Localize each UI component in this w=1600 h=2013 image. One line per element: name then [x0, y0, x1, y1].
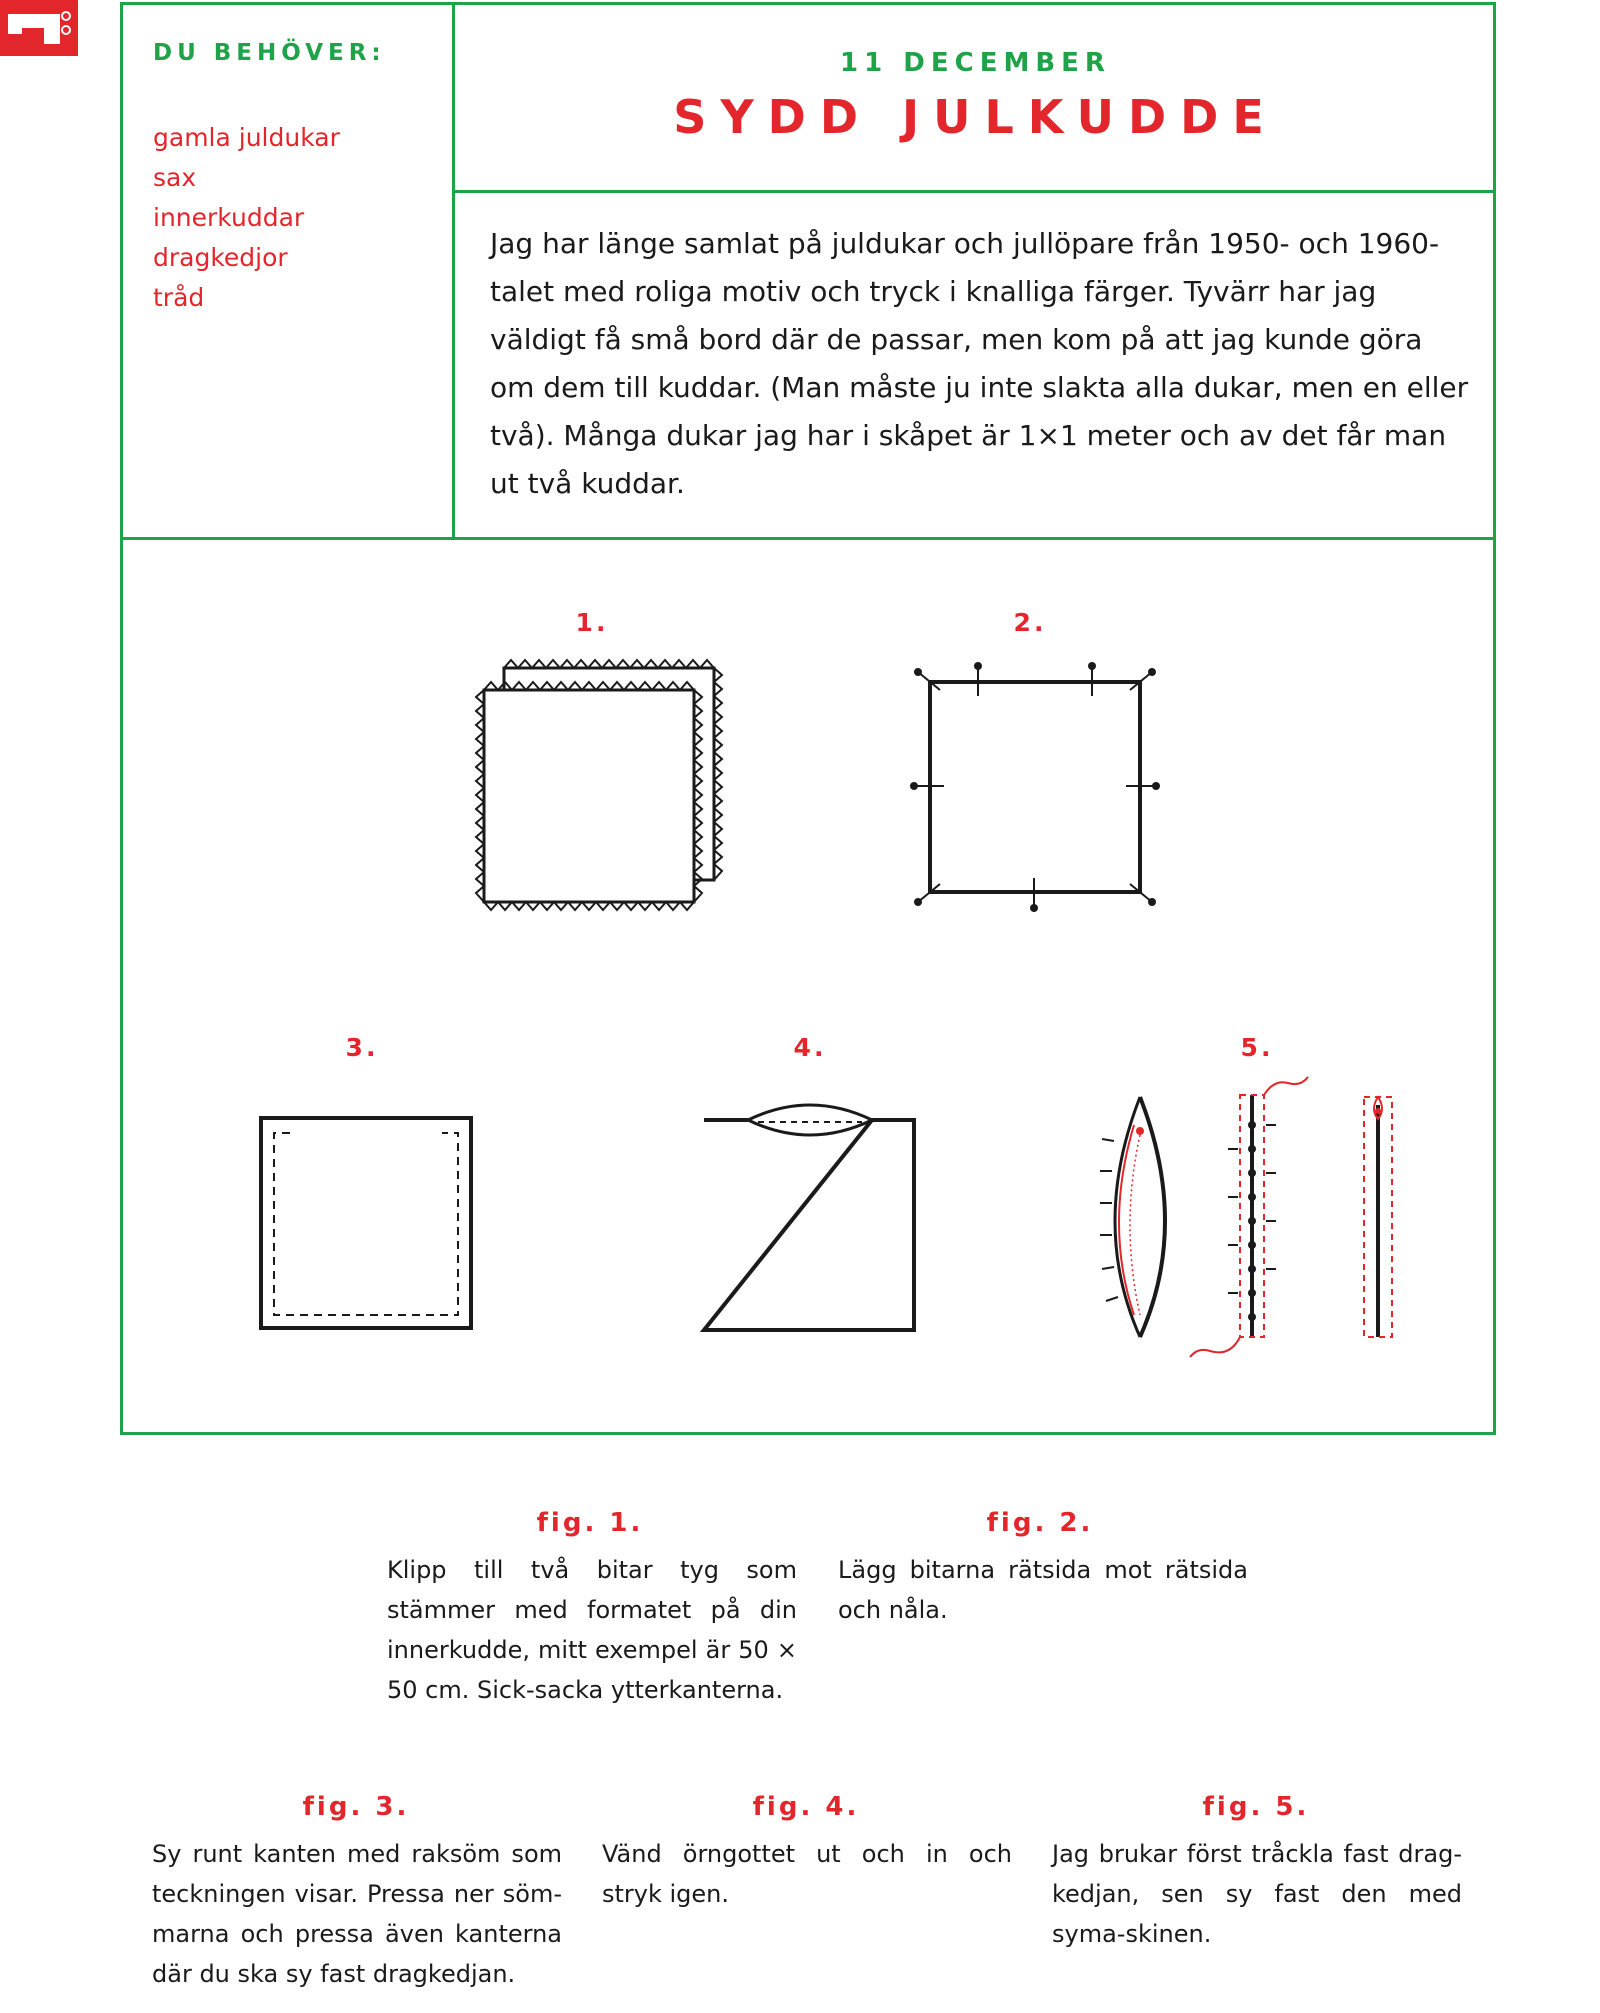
needs-list	[153, 118, 340, 318]
illustration-number-5: 5.	[1240, 1033, 1274, 1062]
caption-title-fig-4: fig. 4.	[752, 1792, 860, 1822]
caption-text-fig-2: Lägg bitarna rätsida mot rätsida och nåla.	[838, 1556, 1248, 1624]
seam-allowance-square-icon	[258, 1115, 478, 1335]
needs-heading: DU BEHÖVER:	[153, 40, 386, 66]
caption-title-fig-2: fig. 2.	[986, 1508, 1094, 1538]
turned-pillowcase-icon	[700, 1098, 920, 1338]
needs-item: tråd	[153, 283, 205, 312]
sewing-machine-icon	[0, 0, 80, 56]
zipper-basting-icon	[1090, 1075, 1410, 1365]
needs-item: innerkuddar	[153, 203, 305, 232]
needs-item: gamla juldukar	[153, 123, 340, 152]
caption-title-fig-3: fig. 3.	[302, 1792, 410, 1822]
caption-text-fig-1: Klipp till två bitar tyg som stämmer med formatet på din innerkudde, mitt exempel är 50 × 50 cm. Sick-sacka ytterkanterna.	[387, 1556, 797, 1704]
caption-text-fig-3: Sy runt kanten med raksöm som teckningen visar. Pressa ner söm-marna och pressa även kanterna där du ska sy fast dragkedjan.	[152, 1840, 562, 1988]
section-divider	[120, 537, 1496, 540]
caption-text-fig-5: Jag brukar först tråckla fast drag-kedjan, sen sy fast den med syma-skinen.	[1052, 1840, 1462, 1948]
caption-title-fig-1: fig. 1.	[536, 1508, 644, 1538]
illustration-number-3: 3.	[345, 1033, 379, 1062]
illustration-number-1: 1.	[575, 608, 609, 637]
date-label: 11 DECEMBER	[840, 48, 1111, 78]
header-divider	[455, 190, 1496, 193]
pinned-square-icon	[910, 660, 1160, 920]
intro-paragraph: Jag har länge samlat på juldukar och jullöpare från 1950- och 1960-talet med roliga motiv och tryck i knalliga färger. Tyvärr har jag väldigt få små bord där de passar, men kom på att jag kunde göra om dem till kuddar. (Man måste ju inte slakta alla dukar, men en eller två). Många dukar jag har i skåpet är 1×1 meter och av det får man ut två kuddar.	[490, 227, 1469, 500]
caption-title-fig-5: fig. 5.	[1202, 1792, 1310, 1822]
zigzag-fabric-squares-icon	[470, 660, 740, 920]
needs-item: sax	[153, 163, 197, 192]
page-title: SYDD JULKUDDE	[673, 90, 1278, 144]
illustration-number-2: 2.	[1013, 608, 1047, 637]
needs-item: dragkedjor	[153, 243, 288, 272]
illustration-number-4: 4.	[793, 1033, 827, 1062]
caption-text-fig-4: Vänd örngottet ut och in och stryk igen.	[602, 1840, 1012, 1908]
